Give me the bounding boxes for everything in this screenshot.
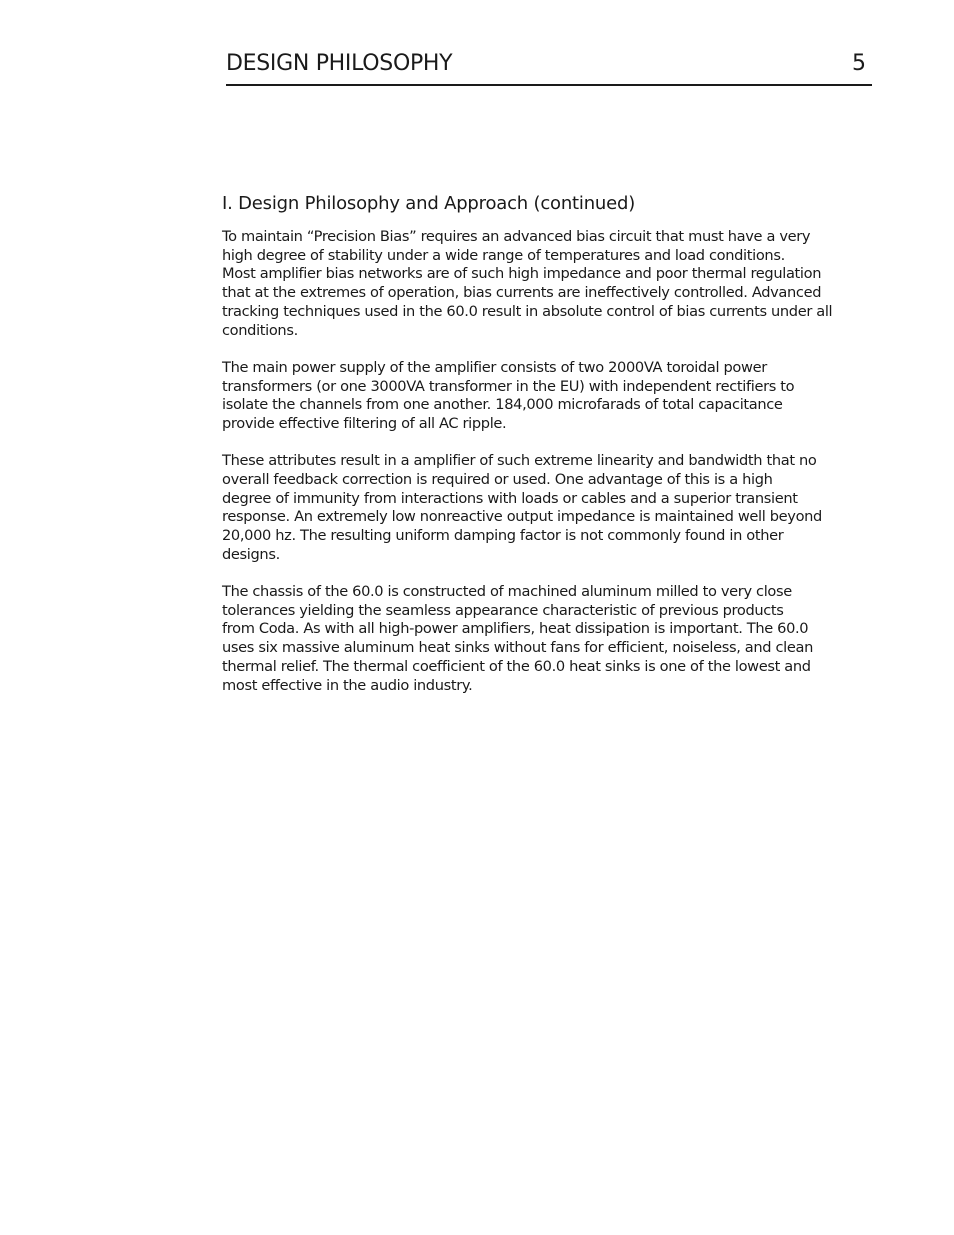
text-line: tracking techniques used in the 60.0 result in absolute control of bias currents under all (222, 302, 833, 320)
text-line: To maintain “Precision Bias” requires an advanced bias circuit that must have a very (222, 228, 811, 245)
paragraph-precision-bias (222, 228, 874, 340)
main-content (222, 192, 874, 714)
text-line: most effective in the audio industry. (222, 676, 473, 694)
section-heading: I. Design Philosophy and Approach (continued) (222, 193, 636, 214)
text-line: high degree of stability under a wide range of temperatures and load conditions. (222, 246, 785, 264)
paragraph-chassis (222, 583, 874, 695)
text-line: Most amplifier bias networks are of such high impedance and poor thermal regulation (222, 265, 822, 283)
paragraph-power-supply (222, 359, 874, 434)
text-line: conditions. (222, 321, 298, 339)
text-line: that at the extremes of operation, bias currents are ineffectively controlled. Advanced (222, 284, 822, 302)
text-line: thermal relief. The thermal coefficient of the 60.0 heat sinks is one of the lowest and (222, 657, 811, 675)
text-line: 20,000 hz. The resulting uniform damping factor is not commonly found in other (222, 527, 784, 545)
text-line: overall feedback correction is required or used. One advantage of this is a high (222, 470, 773, 488)
text-line: transformers (or one 3000VA transformer in the EU) with independent rectifiers to (222, 377, 795, 395)
text-line: The chassis of the 60.0 is constructed of machined aluminum milled to very close (222, 583, 792, 601)
text-line: These attributes result in a amplifier of such extreme linearity and bandwidth that no (222, 452, 817, 470)
paragraph-linearity (222, 452, 874, 564)
text-line: provide effective filtering of all AC ripple. (222, 414, 507, 432)
text-line: from Coda. As with all high-power amplifiers, heat dissipation is important. The 60.0 (222, 620, 809, 638)
text-line: tolerances yielding the seamless appearance characteristic of previous products (222, 601, 784, 619)
page-number: 5 (852, 51, 866, 76)
header-title: DESIGN PHILOSOPHY (226, 51, 453, 76)
text-line: designs. (222, 545, 280, 563)
page-header (226, 50, 872, 86)
text-line: The main power supply of the amplifier consists of two 2000VA toroidal power (222, 358, 767, 376)
text-line: response. An extremely low nonreactive output impedance is maintained well beyond (222, 508, 822, 526)
text-line: isolate the channels from one another. 184,000 microfarads of total capacitance (222, 396, 783, 414)
text-line: degree of immunity from interactions with loads or cables and a superior transient (222, 489, 798, 507)
text-line: uses six massive aluminum heat sinks without fans for efficient, noiseless, and clean (222, 639, 814, 657)
